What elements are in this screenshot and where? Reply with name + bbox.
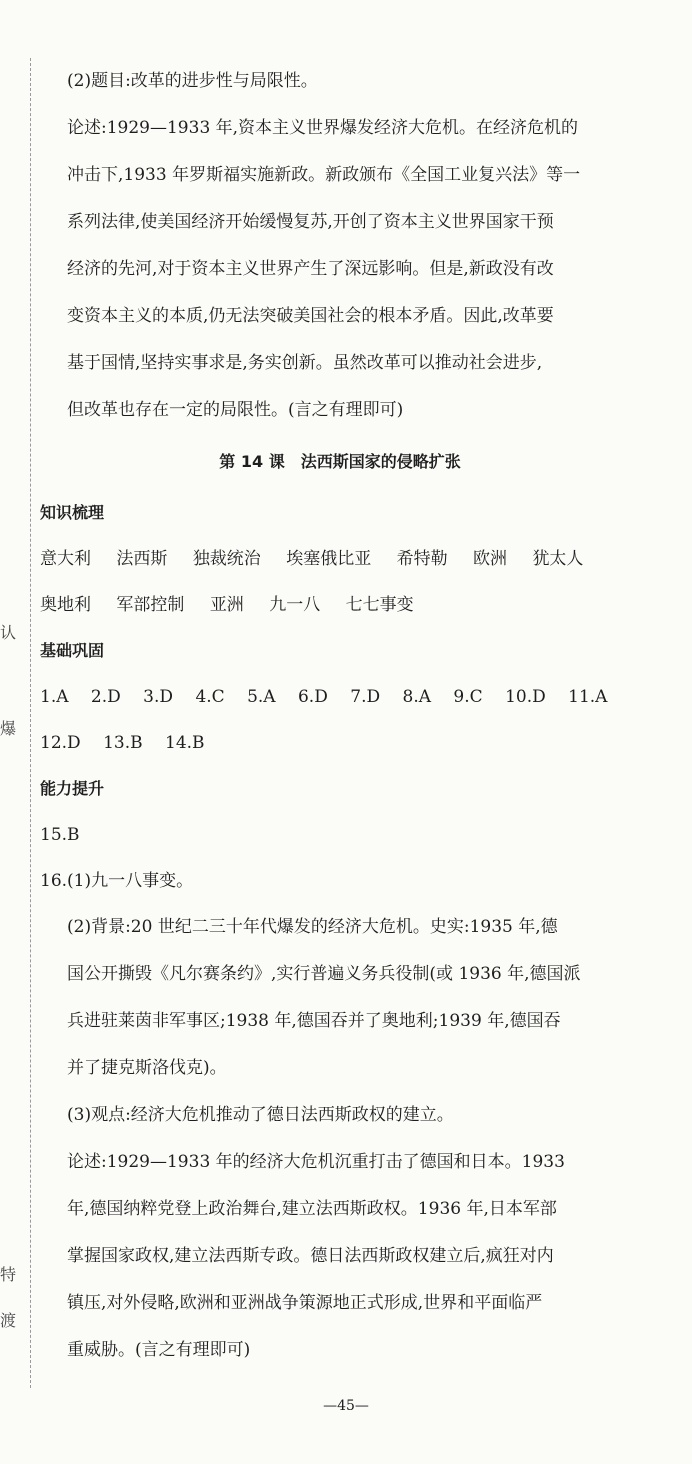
q16-3-line: 镇压,对外侵略,欧洲和亚洲战争策源地正式形成,世界和平面临严 bbox=[67, 1293, 543, 1313]
keyword: 奥地利 bbox=[40, 595, 91, 615]
answer-item: 8.A bbox=[402, 687, 432, 707]
answer-item: 9.C bbox=[453, 687, 483, 707]
q16-2-line: (2)背景:20 世纪二三十年代爆发的经济大危机。史实:1935 年,德 bbox=[67, 917, 558, 937]
keyword: 独裁统治 bbox=[192, 549, 261, 569]
margin-fragment: 渡 bbox=[0, 1311, 17, 1330]
answer-item: 1.A bbox=[40, 687, 69, 707]
item2-line: 系列法律,使美国经济开始缓慢复苏,开创了资本主义世界国家干预 bbox=[67, 212, 554, 232]
q16-3-line: 论述:1929—1933 年的经济大危机沉重打击了德国和日本。1933 bbox=[67, 1152, 565, 1172]
answer-row bbox=[40, 674, 640, 720]
section-heading-knowledge: 知识梳理 bbox=[40, 503, 105, 522]
q16-2-line: 兵进驻莱茵非军事区;1938 年,德国吞并了奥地利;1939 年,德国吞 bbox=[67, 1011, 561, 1031]
section-heading-advanced: 能力提升 bbox=[40, 779, 105, 798]
answer-item: 7.D bbox=[350, 687, 381, 707]
answer-item: 4.C bbox=[195, 687, 225, 707]
answer-q16-1: 16.(1)九一八事变。 bbox=[40, 871, 194, 891]
item2-line: 但改革也存在一定的局限性。(言之有理即可) bbox=[67, 400, 404, 420]
keyword: 军部控制 bbox=[116, 595, 185, 615]
keyword: 七七事变 bbox=[345, 595, 414, 615]
item2-line: 经济的先河,对于资本主义世界产生了深远影响。但是,新政没有改 bbox=[67, 259, 554, 279]
lesson-title: 第 14 课 法西斯国家的侵略扩张 bbox=[219, 452, 461, 471]
keyword: 九一八 bbox=[269, 595, 321, 615]
margin-fragment: 认 bbox=[0, 623, 17, 642]
answer-item: 2.D bbox=[90, 687, 121, 707]
keyword: 法西斯 bbox=[116, 549, 168, 569]
item2-line: 基于国情,坚持实事求是,务实创新。虽然改革可以推动社会进步, bbox=[67, 353, 543, 373]
keyword: 犹太人 bbox=[532, 549, 584, 569]
answer-item: 6.D bbox=[297, 687, 328, 707]
margin-fragment: 特 bbox=[0, 1265, 17, 1284]
answer-page bbox=[40, 58, 640, 1374]
answer-item: 13.B bbox=[103, 733, 143, 753]
item2-line: 冲击下,1933 年罗斯福实施新政。新政颁布《全国工业复兴法》等一 bbox=[67, 165, 581, 185]
q16-3-line: 年,德国纳粹党登上政治舞台,建立法西斯政权。1936 年,日本军部 bbox=[67, 1199, 557, 1219]
keyword: 欧洲 bbox=[473, 549, 508, 569]
answer-item: 3.D bbox=[143, 687, 174, 707]
knowledge-row bbox=[40, 582, 640, 628]
item2-line: 变资本主义的本质,仍无法突破美国社会的根本矛盾。因此,改革要 bbox=[67, 306, 554, 326]
keyword: 意大利 bbox=[40, 549, 91, 569]
page-number: —45— bbox=[323, 1398, 369, 1414]
margin-fragment: 爆 bbox=[0, 719, 17, 738]
section-heading-basics: 基础巩固 bbox=[40, 641, 105, 660]
keyword: 希特勒 bbox=[396, 549, 448, 569]
keyword: 埃塞俄比亚 bbox=[286, 549, 372, 569]
q16-3-line: 重威胁。(言之有理即可) bbox=[67, 1340, 251, 1360]
q16-2-line: 并了捷克斯洛伐克)。 bbox=[67, 1058, 227, 1078]
answer-item: 12.D bbox=[40, 733, 81, 753]
answer-item: 5.A bbox=[247, 687, 276, 707]
item2-line: 论述:1929—1933 年,资本主义世界爆发经济大危机。在经济危机的 bbox=[67, 118, 579, 138]
knowledge-row bbox=[40, 536, 640, 582]
answer-item: 10.D bbox=[505, 687, 546, 707]
q16-2-line: 国公开撕毁《凡尔赛条约》,实行普遍义务兵役制(或 1936 年,德国派 bbox=[67, 964, 581, 984]
keyword: 亚洲 bbox=[209, 595, 244, 615]
answer-row bbox=[40, 720, 640, 766]
q16-3-line: 掌握国家政权,建立法西斯专政。德日法西斯政权建立后,疯狂对内 bbox=[67, 1246, 554, 1266]
item2-title: (2)题目:改革的进步性与局限性。 bbox=[67, 71, 318, 91]
binding-margin-line bbox=[30, 58, 31, 1388]
q16-3-line: (3)观点:经济大危机推动了德日法西斯政权的建立。 bbox=[67, 1105, 454, 1125]
answer-q15: 15.B bbox=[40, 825, 80, 845]
answer-item: 11.A bbox=[568, 687, 608, 707]
answer-item: 14.B bbox=[165, 733, 205, 753]
